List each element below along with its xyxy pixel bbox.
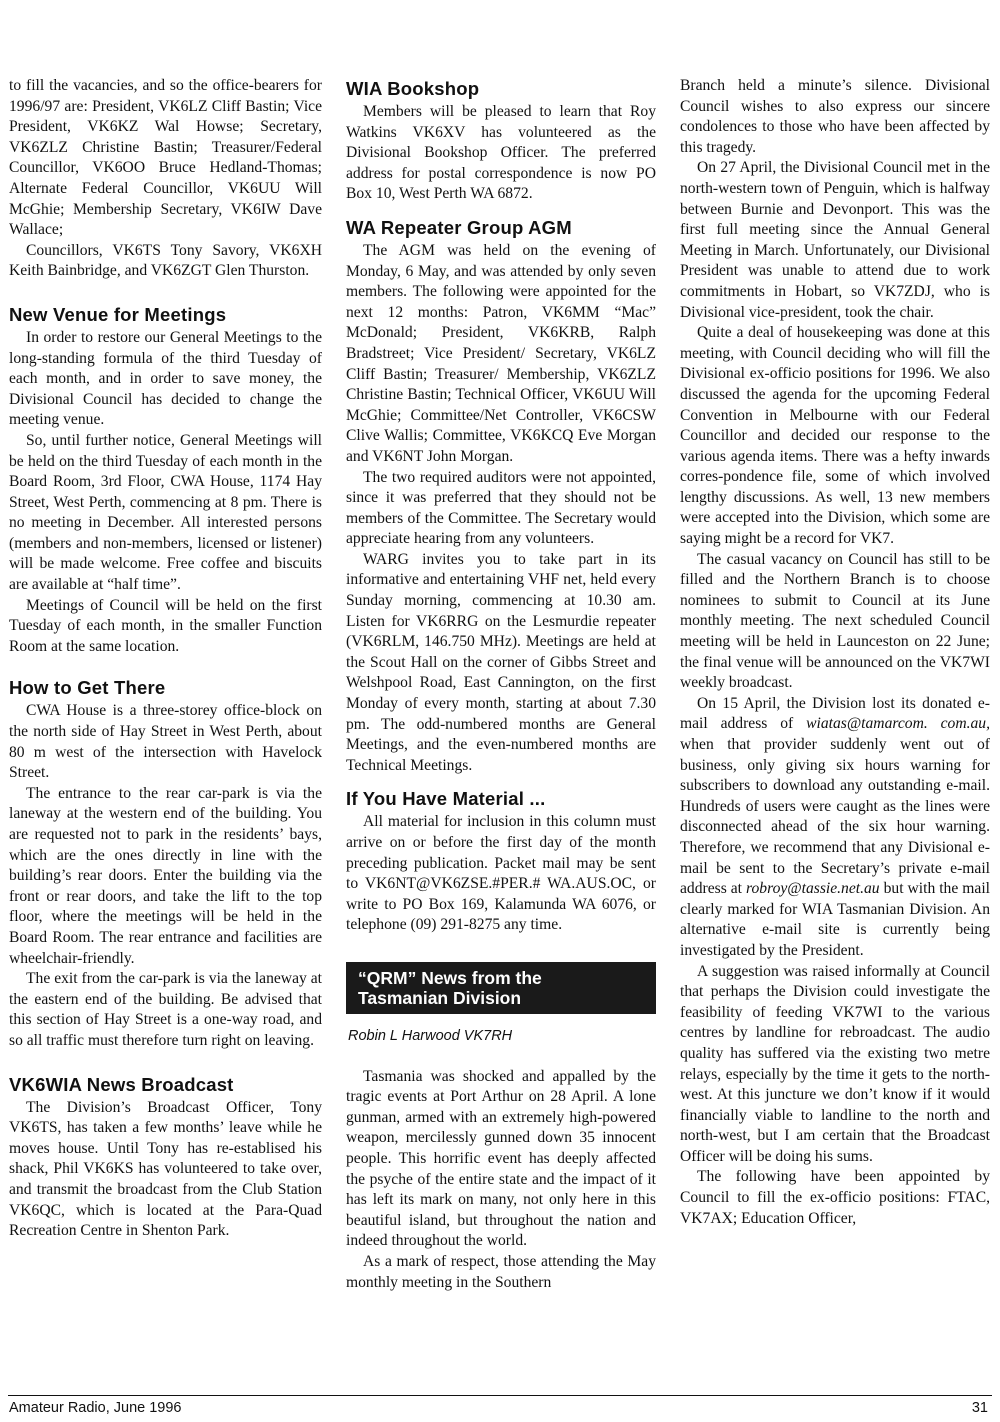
email-text-c: but with the mail clearly marked for WIA Tasmanian Division. An alternative e-mail site is currently being investigated by the President. [680, 880, 990, 959]
penguin-meeting-paragraph: On 27 April, the Divisional Council met in the north-western town of Penguin, which is halfway between Burnie and Devonport. This was the first full meeting since the Annual General Meeting in March. Unfortunately, our Divisional President was unable to attend due to work commitments in Hobart, so VK7ZDJ, who is Divisional vice-president, took the chair. [680, 159, 990, 321]
tasmania-paragraph-1: Tasmania was shocked and appalled by the tragic events at Port Arthur on 28 April. A lone gunman, armed with an extremely high-powered weapon, mercilessly gunned down 35 innocent people. This horrific event has deeply affected the psyche of the entire state and the impact of it has left its mark on many, not only here in this beautiful island, but throughout the nation and indeed throughout the world. [346, 1067, 656, 1250]
heading-repeater-agm: WA Repeater Group AGM [346, 216, 572, 238]
footer-rule [8, 1395, 992, 1396]
column-3 [680, 76, 990, 1229]
tasmania-paragraph-2: As a mark of respect, those attending the May monthly meeting in the Southern [346, 1252, 656, 1291]
housekeeping-paragraph: Quite a deal of housekeeping was done at this meeting, with Council deciding who will fill the Divisional ex-officio positions for 1996. We also discussed the agenda for the upcoming Federal Convention in Melbourne with our Federal Councillor and decided our response to the various agenda items. There was a hefty inwards corres-pondence file, some of which involved lengthy discussions. As well, 13 new members were accepted into the Division, which some are saying might be a record for VK7. [680, 324, 990, 548]
heading-new-venue: New Venue for Meetings [9, 303, 227, 325]
footer-publication: Amateur Radio, June 1996 [9, 1400, 182, 1416]
venue-paragraph-1: In order to restore our General Meetings to the long-standing formula of the third Tuesday of each month, and in order to save money, the Divisional Council has decided to change the meeting venue. [9, 328, 322, 429]
agm-paragraph-3: WARG invites you to take part in its informative and entertaining VHF net, held every Sunday morning, commencing at 10.30 am. Listen for VK6RRG on the Lesmurdie repeater (VK6RLM, 146.750 MHz). Meetings are held at the Scout Hall on the corner of Gibbs Street and Welshpool Road, East Cannington, on the first Monday of every month, starting at about 7.30 pm. The odd-numbered months are General Meetings, and the even-numbered months are Technical Meetings. [346, 550, 656, 774]
author-byline: Robin L Harwood VK7RH [348, 1027, 513, 1044]
directions-paragraph-3: The exit from the car-park is via the laneway at the eastern end of the building. Be advised that this section of Hay Street is a one-way road, and so all traffic must therefore turn right on leaving. [9, 970, 322, 1049]
heading-if-you-have-material: If You Have Material ... [346, 788, 546, 810]
suggestion-paragraph: A suggestion was raised informally at Council that perhaps the Division could investigate the feasibility of feeding VK7WI to the various centres by landline for rebroadcast. The audio quality has suffered via the existing two metre relays, especially by the time it gets to the north-west. At this juncture we don’t know if it would financially viable to landline to the north and north-west, but I am certain that the Broadcast Officer will be doing his sums. [680, 962, 990, 1165]
bookshop-paragraph: Members will be pleased to learn that Roy Watkins VK6XV has volunteered as the Divisional Bookshop Officer. The preferred address for postal correspondence is now PO Box 10, West Perth WA 6872. [346, 103, 656, 203]
agm-paragraph-1: The AGM was held on the evening of Monday, 6 May, and was attended by only seven members. The following were appointed for the next 12 months: Patron, VK6MM “Mac” McDonald; President, VK6KRB, Ralph Bradstreet; Vice President/ Secretary, VK6LZ Cliff Bastin; Treasurer/ Membership, VK6ZLZ Christine Bastin; Technical Officer, VK6UU Will McGhie; Committee/Net Controller, VK6CSW Clive Wallis; Committee, VK6KCQ Eve Morgan and VK6NT John Morgan. [346, 241, 656, 465]
column-2 [346, 76, 656, 1293]
agm-paragraph-2: The two required auditors were not appointed, since it was preferred that they should not be members of the Committee. The Secretary would appreciate hearing from any volunteers. [346, 468, 656, 548]
directions-paragraph-2: The entrance to the rear car-park is via the laneway at the western end of the building. You are requested not to park in the residents’ bays, which are the ones directly in line with the building’s rear doors. Enter the building via the front or rear doors, and take the lift to the top floor, where the meetings will be held in the Board Room. The rear entrance and facilities are wheelchair-friendly. [9, 784, 322, 967]
footer-page-number: 31 [971, 1400, 988, 1416]
material-paragraph: All material for inclusion in this column must arrive on or before the first day of the month preceding publication. Packet mail may be sent to VK6NT@VK6ZSE.#PER.# WA.AUS.OC, or write to PO Box 169, Kalamunda WA 6076, or telephone (09) 291-8275 any time. [346, 813, 656, 934]
banner-line-1: “QRM” News from the [358, 967, 542, 988]
email-text-a: On 15 April, the Division lost its donated e-mail address of [680, 694, 990, 733]
silence-paragraph: Branch held a minute’s silence. Divisional Council wishes to also express our sincere condolences to those who have been affected by this tragedy. [680, 77, 990, 156]
venue-paragraph-3: Meetings of Council will be held on the first Tuesday of each month, in the smaller Function Room at the same location. [9, 596, 322, 655]
appointments-paragraph: The following have been appointed by Council to fill the ex-officio positions: FTAC, VK7AX; Education Officer, [680, 1168, 990, 1227]
email-paragraph [680, 694, 990, 962]
email-address-secretary: robroy@tassie.net.au [746, 880, 880, 898]
heading-news-broadcast: VK6WIA News Broadcast [9, 1073, 234, 1095]
banner-line-2: Tasmanian Division [358, 987, 522, 1008]
casual-vacancy-paragraph: The casual vacancy on Council has still to be filled and the Northern Branch is to choose nominees to submit to Council at its June monthly meeting. The next scheduled Council meeting will be held in Launceston on 22 June; the final venue will be announced on the VK7WI weekly broadcast. [680, 550, 990, 692]
directions-paragraph-1: CWA House is a three-storey office-block on the north side of Hay Street in West Perth, about 80 m west of the intersection with Havelock Street. [9, 702, 322, 782]
tasmanian-division-banner [346, 962, 656, 1014]
email-address-old: wiatas@tamarcom. com.au, [806, 715, 990, 733]
office-bearers-paragraph: to fill the vacancies, and so the office-bearers for 1996/97 are: President, VK6LZ Cliff Bastin; Vice President, VK6KZ Wal Howse; Secretary, VK6ZLZ Christine Bastin; Treasurer/Federal Councillor, VK6OO Bruce Hedland-Thomas; Alternate Federal Councillor, VK6UU Will McGhie; Membership Secretary, VK6IW Dave Wallace; [9, 77, 322, 239]
email-text-b: when that provider suddenly went out of business, only giving six hours warning for subscribers to download any outstanding e-mail. Hundreds of users were caught as the lines were disconnected ahead of the six hour warning. Therefore, we recommend that any Divisional e-mail be sent to the Secretary’s private e-mail address at [680, 736, 990, 898]
heading-how-to-get-there: How to Get There [9, 677, 166, 699]
heading-wia-bookshop: WIA Bookshop [346, 78, 480, 99]
broadcast-paragraph: The Division’s Broadcast Officer, Tony VK6TS, has taken a few months’ leave while he moves house. Until Tony has re-establised his shack, Phil VK6KS has volunteered to take over, and transmit the broadcast from the Club Station VK6QC, which is located at the Para-Quad Recreation Centre in Shenton Park. [9, 1098, 322, 1240]
column-1 [9, 76, 322, 1242]
councillors-paragraph: Councillors, VK6TS Tony Savory, VK6XH Keith Bainbridge, and VK6ZGT Glen Thurston. [9, 241, 322, 280]
venue-paragraph-2: So, until further notice, General Meetings will be held on the third Tuesday of each month in the Board Room, 3rd Floor, CWA House, 1174 Hay Street, West Perth, commencing at 8 pm. There is no meeting in December. All interested persons (members and non-members, licensed or listener) will be made welcome. Free coffee and biscuits are available at “half time”. [9, 431, 322, 594]
